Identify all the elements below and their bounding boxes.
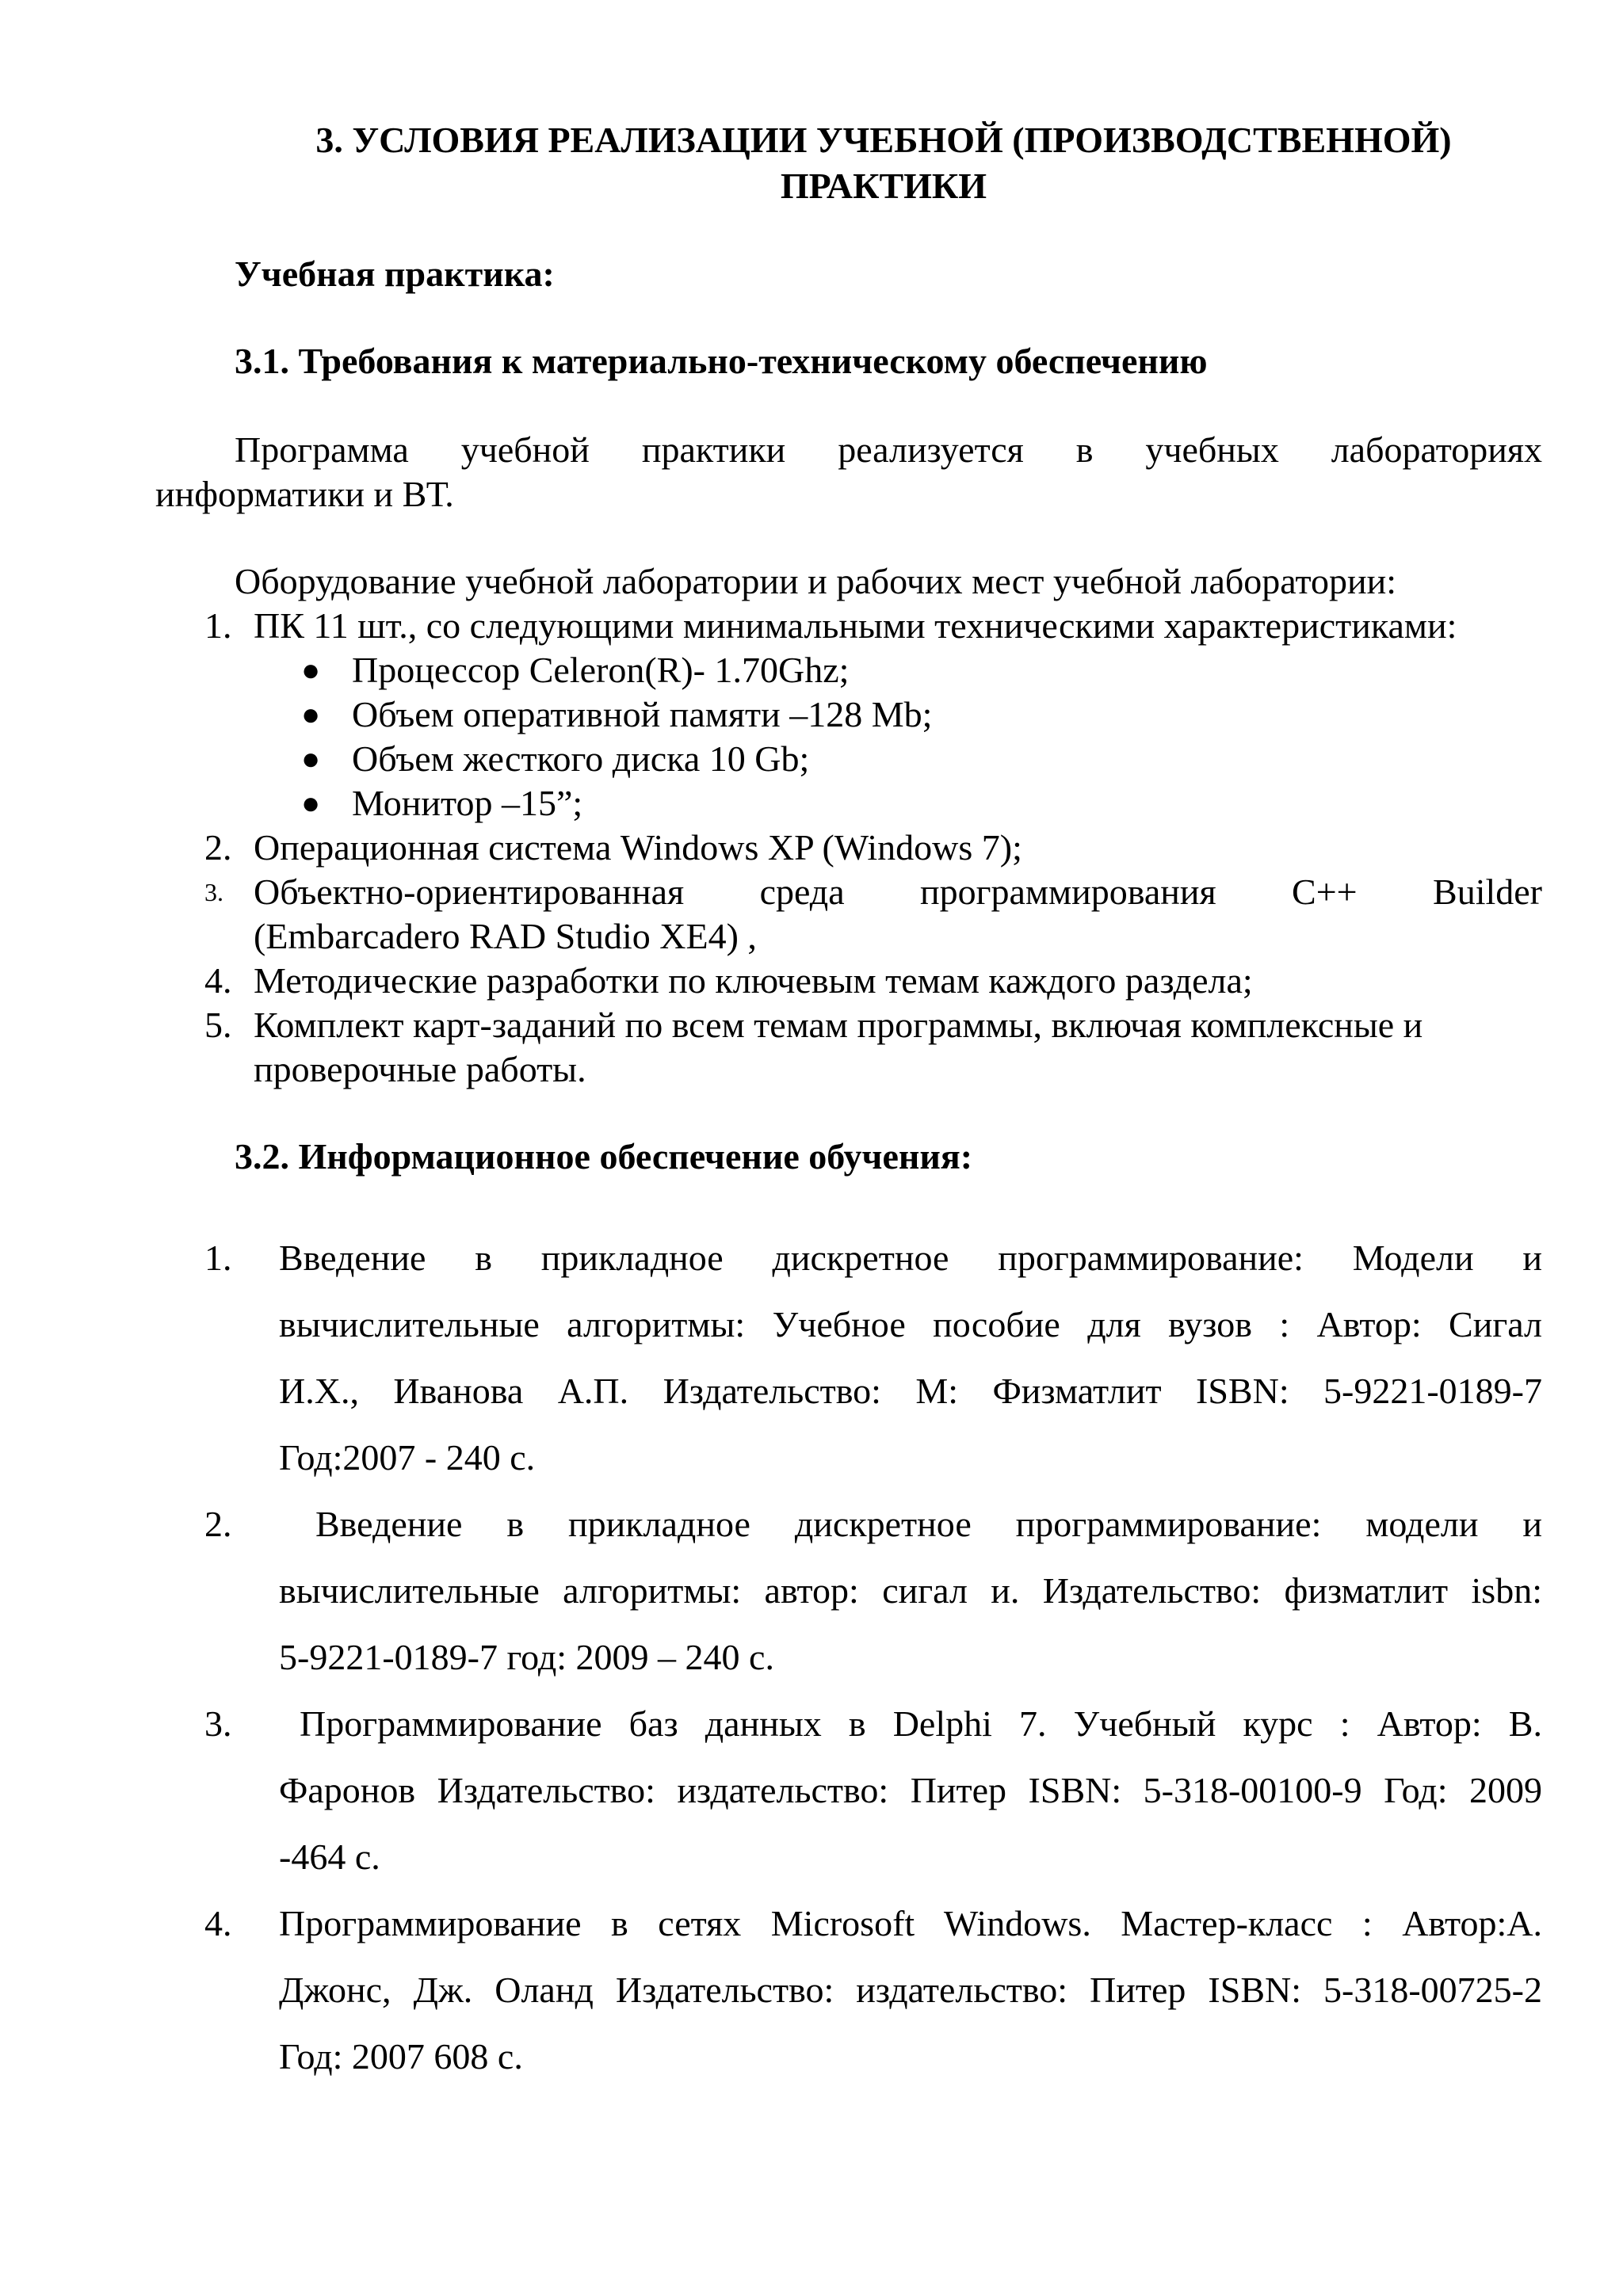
reference-number: 2. xyxy=(204,1504,232,1544)
bullet-icon: ● xyxy=(301,696,321,732)
section-label: Учебная практика: xyxy=(235,254,555,294)
spec-item: Объем оперативной памяти –128 Mb; xyxy=(352,694,933,734)
section-3-1-heading: 3.1. Требования к материально-техническому обеспечению xyxy=(235,341,1208,381)
page-title xyxy=(277,117,1490,209)
reference-line: вычислительные алгоритмы: Учебное пособие для вузов : Автор: Сигал xyxy=(279,1304,1542,1344)
list-item-text: Методические разработки по ключевым темам каждого раздела; xyxy=(254,960,1253,1001)
list-item-text-continued: (Embarcadero RAD Studio XE4) , xyxy=(254,916,757,956)
list-item-text: ПК 11 шт., со следующими минимальными техническими характеристиками: xyxy=(254,605,1457,646)
spec-item: Процессор Celeron(R)- 1.70Ghz; xyxy=(352,650,850,690)
title-line-1: 3. УСЛОВИЯ РЕАЛИЗАЦИИ УЧЕБНОЙ (ПРОИЗВОДСТВЕННОЙ) xyxy=(315,120,1452,160)
list-item-text: Комплект карт-заданий по всем темам программы, включая комплексные и xyxy=(254,1005,1423,1045)
reference-line: Введение в прикладное дискретное программирование: Модели и xyxy=(279,1238,1542,1278)
reference-line: Программирование баз данных в Delphi 7. Учебный курс : Автор: В. xyxy=(300,1703,1542,1744)
reference-number: 1. xyxy=(204,1238,232,1278)
list-item-number: 5. xyxy=(204,1005,232,1045)
intro-line-1: Программа учебной практики реализуется в учебных лабораториях xyxy=(235,429,1542,470)
reference-line: -464 с. xyxy=(279,1836,380,1877)
title-line-2: ПРАКТИКИ xyxy=(780,166,987,206)
list-item-number: 2. xyxy=(204,827,232,868)
list-item-number: 4. xyxy=(204,960,232,1001)
reference-number: 4. xyxy=(204,1903,232,1943)
reference-line: Фаронов Издательство: издательство: Питер ISBN: 5-318-00100-9 Год: 2009 xyxy=(279,1770,1542,1810)
spec-item: Монитор –15”; xyxy=(352,783,583,823)
equipment-intro: Оборудование учебной лаборатории и рабочих мест учебной лаборатории: xyxy=(235,561,1397,601)
reference-line: Год: 2007 608 с. xyxy=(279,2036,523,2077)
reference-line: И.Х., Иванова А.П. Издательство: М: Физматлит ISBN: 5-9221-0189-7 xyxy=(279,1371,1542,1411)
reference-line: Введение в прикладное дискретное программирование: модели и xyxy=(315,1504,1542,1544)
list-item-text: Объектно-ориентированная среда программирования C++ Builder xyxy=(254,871,1542,912)
bullet-icon: ● xyxy=(301,785,321,821)
reference-line: Джонс, Дж. Оланд Издательство: издательство: Питер ISBN: 5-318-00725-2 xyxy=(279,1970,1542,2010)
section-3-2-heading: 3.2. Информационное обеспечение обучения: xyxy=(235,1136,973,1177)
list-item-number: 1. xyxy=(204,605,232,646)
list-item-text: Операционная система Windows XP (Windows 7); xyxy=(254,827,1022,868)
bullet-icon: ● xyxy=(301,741,321,776)
reference-line: вычислительные алгоритмы: автор: сигал и. Издательство: физматлит isbn: xyxy=(279,1570,1542,1611)
bullet-icon: ● xyxy=(301,652,321,688)
reference-line: Программирование в сетях Microsoft Windows. Мастер-класс : Автор:А. xyxy=(279,1903,1542,1943)
intro-line-2: информатики и ВТ. xyxy=(155,474,454,514)
list-item-number: 3. xyxy=(204,878,223,906)
list-item-text-continued: проверочные работы. xyxy=(254,1049,586,1089)
reference-number: 3. xyxy=(204,1703,232,1744)
spec-item: Объем жесткого диска 10 Gb; xyxy=(352,738,810,779)
reference-line: 5-9221-0189-7 год: 2009 – 240 с. xyxy=(279,1637,774,1677)
reference-line: Год:2007 - 240 с. xyxy=(279,1437,536,1478)
